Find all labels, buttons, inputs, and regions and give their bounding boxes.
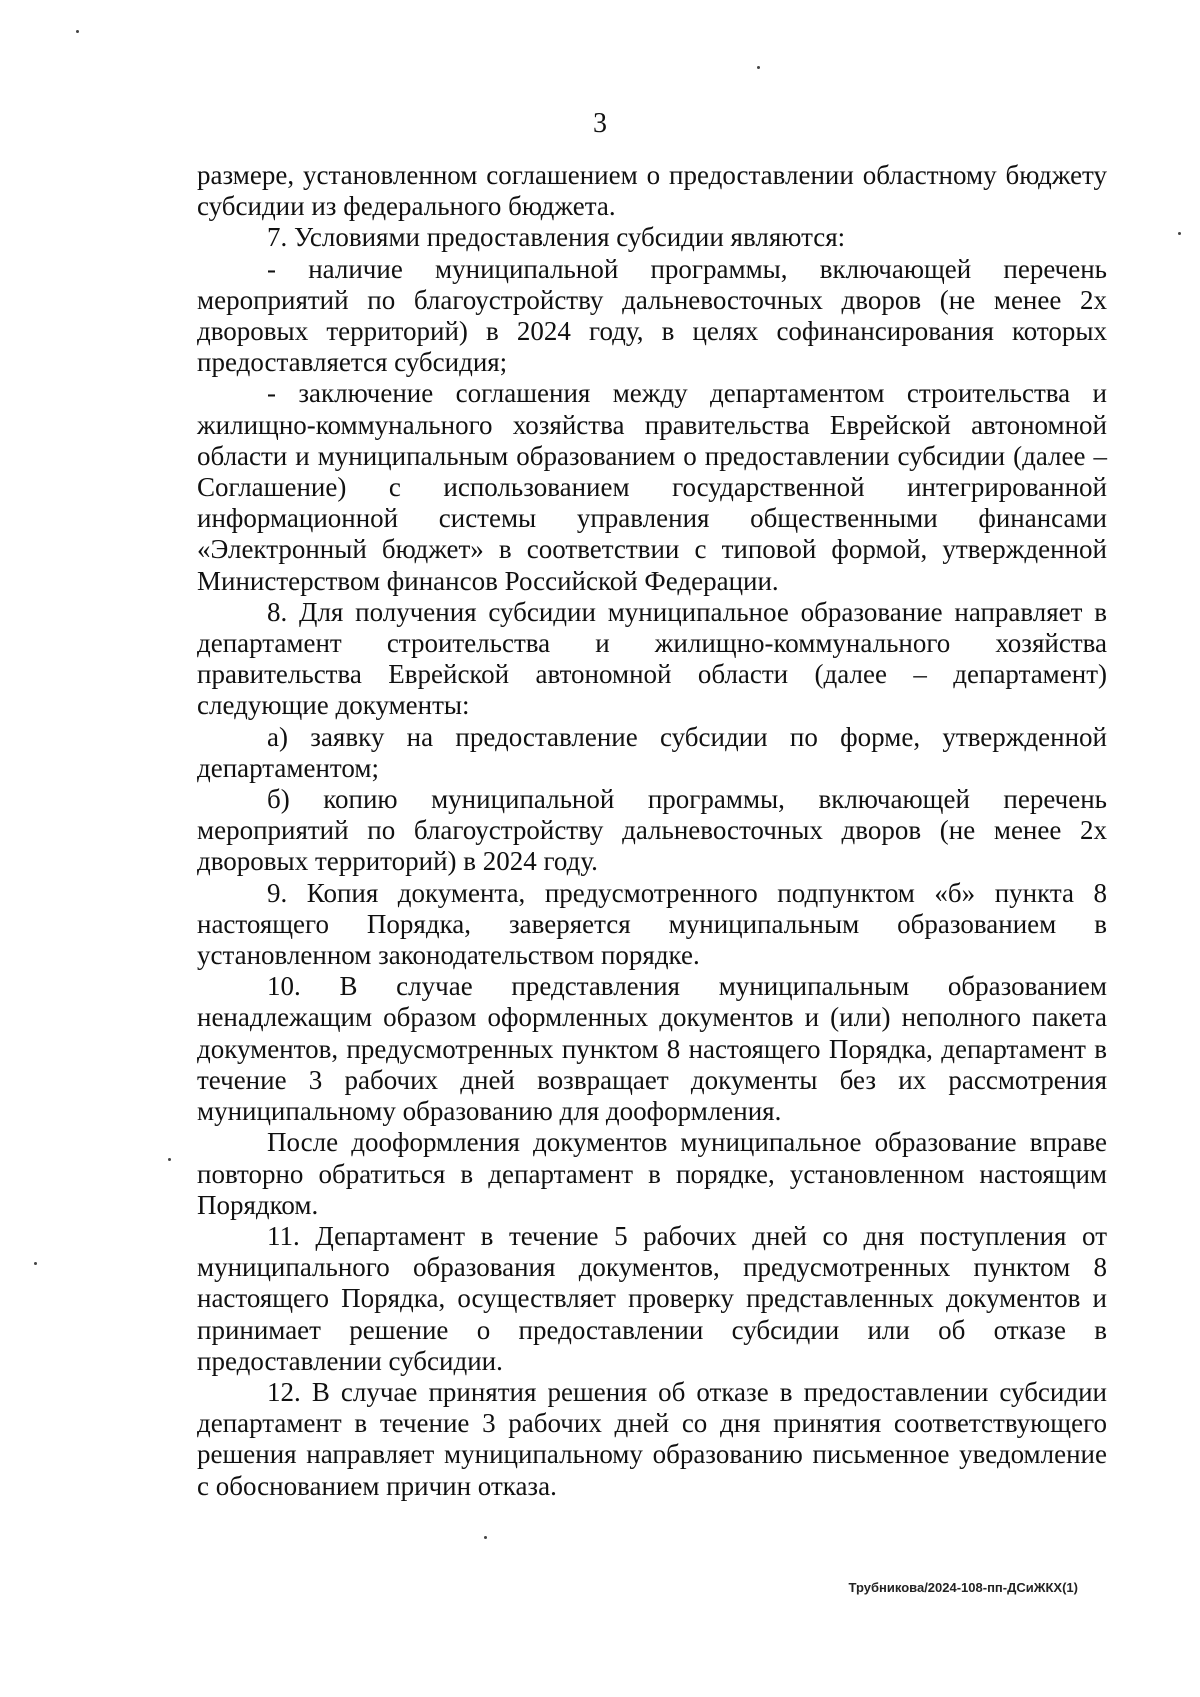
paragraph: 11. Департамент в течение 5 рабочих дней со дня поступления от муниципального образования документов, предусмотренных пунктом 8 настоящего Порядка, осуществляет проверку представленных документов и принимает решение о предоставлении субсидии или об отказе в предоставлении субсидии. <box>197 1220 1107 1376</box>
document-footer-code: Трубникова/2024-108-пп-ДСиЖКХ(1) <box>848 1580 1078 1595</box>
paragraph: б) копию муниципальной программы, включающей перечень мероприятий по благоустройству дальневосточных дворов (не менее 2х дворовых территорий) в 2024 году. <box>197 784 1107 877</box>
paragraph: После дооформления документов муниципальное образование вправе повторно обратиться в департамент в порядке, установленном настоящим Порядком. <box>197 1127 1107 1220</box>
scan-speck <box>757 66 760 69</box>
scan-speck <box>76 30 79 33</box>
page-number: 3 <box>593 108 607 139</box>
paragraph: 12. В случае принятия решения об отказе в предоставлении субсидии департамент в течение 3 рабочих дней со дня принятия соответствующего решения направляет муниципальному образованию письменное уведомление с обоснованием причин отказа. <box>197 1376 1107 1501</box>
scan-speck <box>34 1262 37 1265</box>
paragraph: 8. Для получения субсидии муниципальное образование направляет в департамент строительства и жилищно-коммунального хозяйства правительства Еврейской автономной области (далее – департамент) следующие документы: <box>197 596 1107 721</box>
scan-speck <box>168 1158 171 1161</box>
paragraph: 9. Копия документа, предусмотренного подпунктом «б» пункта 8 настоящего Порядка, заверяется муниципальным образованием в установленном законодательством порядке. <box>197 877 1107 971</box>
paragraph: - наличие муниципальной программы, включающей перечень мероприятий по благоустройству дальневосточных дворов (не менее 2х дворовых территорий) в 2024 году, в целях софинансирования которых предоставляется субсидия; <box>197 253 1107 378</box>
paragraph: размере, установленном соглашением о предоставлении областному бюджету субсидии из федерального бюджета. <box>197 160 1107 222</box>
document-body <box>197 160 1107 1502</box>
scan-speck <box>484 1536 487 1539</box>
scan-speck <box>1178 232 1181 235</box>
paragraph: а) заявку на предоставление субсидии по форме, утвержденной департаментом; <box>197 721 1107 783</box>
paragraph: - заключение соглашения между департаментом строительства и жилищно-коммунального хозяйства правительства Еврейской автономной области и муниципальным образованием о предоставлении субсидии (далее – Соглашение) с использованием государственной интегрированной информационной системы управления общественными финансами «Электронный бюджет» в соответствии с типовой формой, утвержденной Министерством финансов Российской Федерации. <box>197 378 1107 596</box>
paragraph: 10. В случае представления муниципальным образованием ненадлежащим образом оформленных документов и (или) неполного пакета документов, предусмотренных пунктом 8 настоящего Порядка, департамент в течение 3 рабочих дней возвращает документы без их рассмотрения муниципальному образованию для дооформления. <box>197 971 1107 1127</box>
paragraph: 7. Условиями предоставления субсидии являются: <box>267 222 846 253</box>
